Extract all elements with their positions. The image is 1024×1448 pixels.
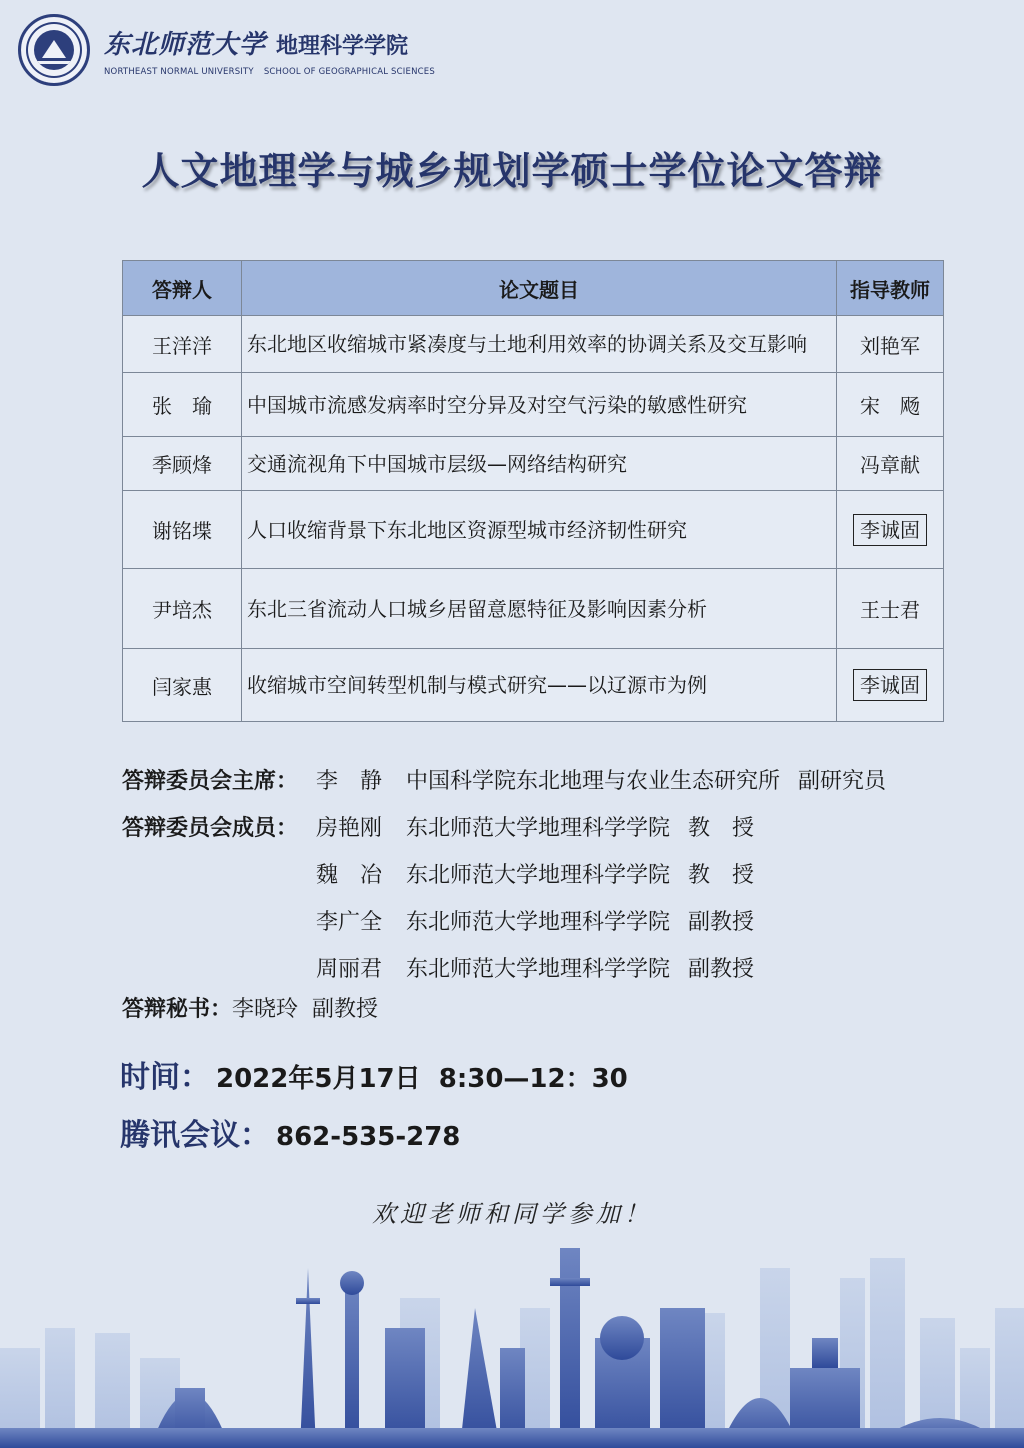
time-label: 时间：: [120, 1060, 210, 1095]
defender-name: 闫家惠: [123, 649, 242, 722]
table-row: [123, 569, 944, 649]
member-rank: 教 授: [688, 863, 755, 888]
chair-label: 答辩委员会主席：: [122, 769, 299, 794]
event-info: [120, 1052, 628, 1168]
committee-member-row: [122, 946, 886, 993]
advisor-cell: [837, 491, 944, 569]
brand: [104, 24, 435, 77]
thesis-title: 交通流视角下中国城市层级—网络结构研究: [242, 437, 837, 491]
advisor-name: 宋 飏: [837, 373, 944, 437]
chair-org: 中国科学院东北地理与农业生态研究所: [406, 769, 781, 794]
advisor-name-boxed: 李诚固: [853, 669, 927, 701]
secretary-row: [122, 990, 378, 1030]
member-org: 东北师范大学地理科学学院: [406, 816, 671, 841]
city-skyline-illustration: [0, 1238, 1024, 1448]
school-name-en: SCHOOL OF GEOGRAPHICAL SCIENCES: [263, 66, 435, 77]
header-advisor: 指导教师: [837, 261, 944, 316]
advisor-name: 冯章献: [837, 437, 944, 491]
thesis-title: 收缩城市空间转型机制与模式研究——以辽源市为例: [242, 649, 837, 722]
header-thesis-title: 论文题目: [242, 261, 837, 316]
secretary-label: 答辩秘书：: [122, 997, 233, 1022]
meeting-row: [120, 1110, 628, 1168]
school-name-cn: 地理科学学院: [276, 33, 409, 59]
committee-member-row: [122, 805, 886, 852]
member-name: 魏 冶: [316, 863, 383, 888]
committee-member-row: [122, 899, 886, 946]
table-row: [123, 649, 944, 722]
university-seal-icon: [18, 14, 90, 86]
member-name: 房艳刚: [316, 816, 383, 841]
table-row: [123, 437, 944, 491]
table-header-row: [123, 261, 944, 316]
chair-rank: 副研究员: [798, 769, 887, 794]
header: [18, 14, 435, 86]
committee-chair-row: [122, 758, 886, 805]
time-row: [120, 1052, 628, 1110]
welcome-message: 欢迎老师和同学参加！: [372, 1200, 652, 1228]
chair-name: 李 静: [316, 769, 383, 794]
advisor-name: 刘艳军: [837, 316, 944, 373]
member-rank: 教 授: [688, 816, 755, 841]
member-org: 东北师范大学地理科学学院: [406, 957, 671, 982]
thesis-title: 中国城市流感发病率时空分异及对空气污染的敏感性研究: [242, 373, 837, 437]
member-org: 东北师范大学地理科学学院: [406, 910, 671, 935]
meeting-id: 862-535-278: [276, 1122, 461, 1152]
member-name: 周丽君: [316, 957, 383, 982]
advisor-name: 王士君: [837, 569, 944, 649]
thesis-title: 人口收缩背景下东北地区资源型城市经济韧性研究: [242, 491, 837, 569]
table-row: [123, 491, 944, 569]
advisor-name-boxed: 李诚固: [853, 514, 927, 546]
defender-name: 谢铭堞: [123, 491, 242, 569]
advisor-cell: [837, 649, 944, 722]
member-name: 李广全: [316, 910, 383, 935]
secretary-name: 李晓玲: [232, 997, 299, 1022]
time-value: 2022年5月17日 8:30—12：30: [216, 1064, 628, 1094]
page-title: 人文地理学与城乡规划学硕士学位论文答辩: [141, 149, 883, 193]
secretary-rank: 副教授: [312, 997, 379, 1022]
member-rank: 副教授: [688, 910, 755, 935]
table-row: [123, 373, 944, 437]
member-org: 东北师范大学地理科学学院: [406, 863, 671, 888]
defender-name: 王洋洋: [123, 316, 242, 373]
header-defender: 答辩人: [123, 261, 242, 316]
defender-name: 季顾烽: [123, 437, 242, 491]
university-name-cn: 东北师范大学: [104, 29, 267, 60]
meeting-label: 腾讯会议：: [120, 1118, 270, 1153]
member-rank: 副教授: [688, 957, 755, 982]
committee-section: [122, 758, 886, 993]
table-row: [123, 316, 944, 373]
thesis-title: 东北地区收缩城市紧凑度与土地利用效率的协调关系及交互影响: [242, 316, 837, 373]
members-label: 答辩委员会成员：: [122, 816, 299, 841]
thesis-title: 东北三省流动人口城乡居留意愿特征及影响因素分析: [242, 569, 837, 649]
university-name-en: NORTHEAST NORMAL UNIVERSITY: [104, 66, 254, 77]
defender-name: 尹培杰: [123, 569, 242, 649]
defender-name: 张 瑜: [123, 373, 242, 437]
committee-member-row: [122, 852, 886, 899]
defense-table: [122, 260, 944, 722]
